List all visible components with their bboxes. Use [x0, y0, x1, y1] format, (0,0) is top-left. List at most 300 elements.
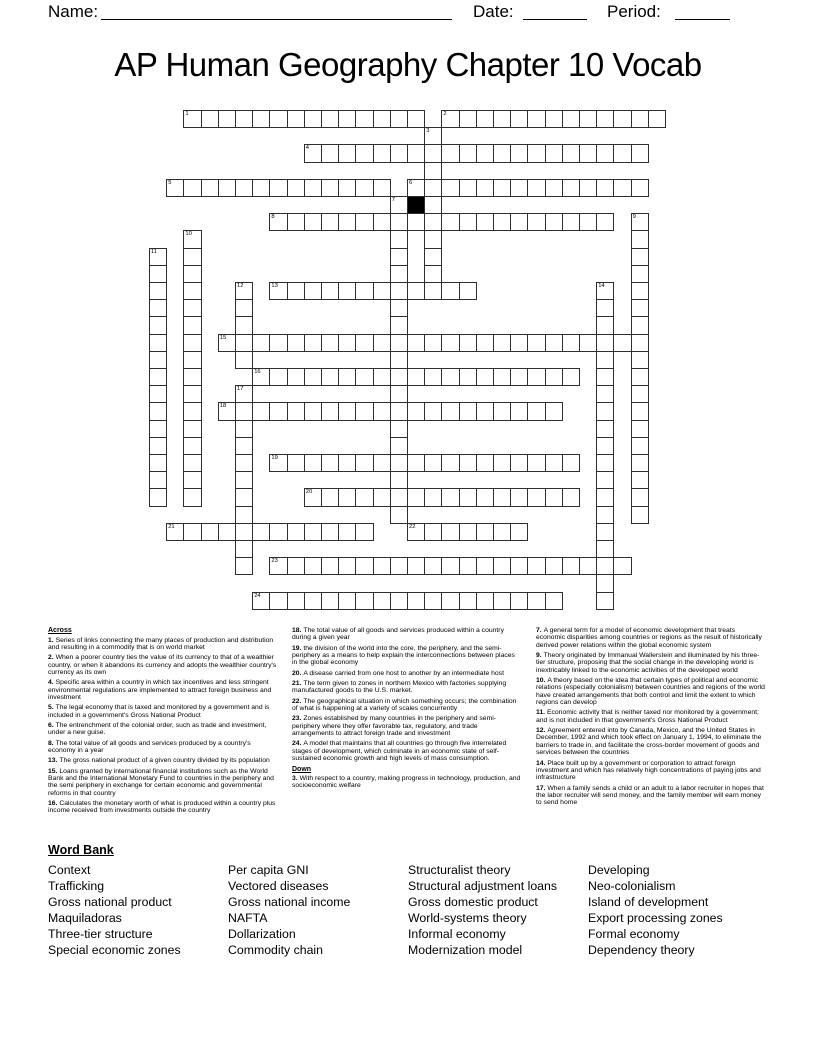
grid-cell [493, 557, 511, 575]
grid-cell [304, 110, 322, 128]
word-bank-term: Structuralist theory [408, 863, 511, 877]
grid-cell [527, 454, 545, 472]
word-bank-term: Dependency theory [588, 943, 695, 958]
word-bank-term: Commodity chain [228, 943, 323, 958]
grid-cell [545, 110, 563, 128]
grid-cell [338, 179, 356, 197]
clue-number: 21 [168, 523, 175, 530]
grid-cell [287, 368, 305, 386]
grid-cell [321, 488, 339, 506]
grid-cell [441, 592, 459, 610]
grid-cell [373, 110, 391, 128]
grid-cell [441, 557, 459, 575]
grid-cell [476, 144, 494, 162]
grid-cell [407, 523, 425, 541]
clue-number: 2 [443, 111, 447, 117]
clue-23: 23. Zones established by many countries in the periphery and semi-periphery where they offer favorable tax, regulatory, and trade arrangements to attract foreign trade and investment [292, 715, 497, 738]
clue-8: 8. The total value of all goods and services produced by a country's economy in a year [48, 739, 251, 754]
grid-cell [338, 144, 356, 162]
grid-cell [355, 334, 373, 352]
grid-cell [235, 282, 253, 300]
grid-cell [441, 488, 459, 506]
grid-cell [390, 110, 408, 128]
grid-cell [252, 592, 270, 610]
clue-15: 15. Loans granted by international financial institutions such as the World Bank and the International Monetary Fund to countries in the periphery and the semi periphery in exchange for certain economic and governmental reforms in that country [48, 767, 274, 797]
grid-cell [424, 213, 442, 231]
grid-cell [355, 488, 373, 506]
grid-cell [321, 282, 339, 300]
grid-cell [390, 248, 408, 266]
grid-cell [321, 402, 339, 420]
grid-cell [269, 179, 287, 197]
grid-cell [613, 144, 631, 162]
grid-cell [338, 368, 356, 386]
clue-19: 19. the division of the world into the core, the periphery, and the semi-periphery as a means to help explain the interconnections between places in the global economy [292, 644, 515, 667]
grid-cell [631, 437, 649, 455]
grid-cell [235, 420, 253, 438]
name-blank-line [101, 4, 452, 20]
grid-cell [510, 523, 528, 541]
grid-cell [459, 144, 477, 162]
grid-cell [390, 316, 408, 334]
grid-cell [493, 334, 511, 352]
grid-cell [390, 420, 408, 438]
clue-number: 10 [185, 231, 192, 238]
grid-cell [562, 368, 580, 386]
grid-cell [545, 402, 563, 420]
grid-cell [562, 454, 580, 472]
clue-6: 6. The entrenchment of the colonial order, such as trade and investment, under a new guise. [48, 721, 267, 737]
grid-cell [304, 488, 322, 506]
word-bank-term: Per capita GNI [228, 863, 309, 877]
grid-cell [441, 402, 459, 420]
word-bank-term: Special economic zones [48, 943, 181, 958]
clue-2: 2. When a poorer country ties the value of its currency to that of a wealthier country, or when it abandons its currency and adopts the wealthier country's currency as its own [48, 654, 277, 676]
clue-number: 4 [305, 145, 310, 152]
grid-cell [424, 402, 442, 420]
grid-cell [459, 557, 477, 575]
grid-cell [390, 299, 408, 317]
grid-cell [218, 334, 236, 352]
grid-cell [149, 454, 167, 472]
grid-cell [149, 265, 167, 283]
grid-cell [149, 248, 167, 266]
grid-cell [355, 368, 373, 386]
grid-cell [149, 351, 167, 369]
word-bank-term: Dollarization [228, 927, 296, 942]
grid-cell [510, 592, 528, 610]
grid-cell [407, 334, 425, 352]
grid-cell [631, 334, 649, 352]
word-bank-column [588, 862, 768, 959]
grid-cell [441, 110, 459, 128]
word-bank-term: Informal economy [408, 927, 506, 942]
grid-cell [631, 213, 649, 231]
grid-cell [545, 368, 563, 386]
grid-cell [441, 454, 459, 472]
grid-cell [407, 213, 425, 231]
clue-column [292, 627, 521, 818]
word-bank-column [408, 862, 588, 959]
grid-cell [596, 471, 614, 489]
grid-cell [596, 506, 614, 524]
grid-cell [510, 454, 528, 472]
grid-cell [218, 523, 236, 541]
grid-cell [631, 385, 649, 403]
grid-cell [596, 282, 614, 300]
grid-cell [596, 213, 614, 231]
grid-cell [183, 351, 201, 369]
grid-cell [390, 230, 408, 248]
grid-cell [424, 557, 442, 575]
clue-1: 1. Series of links connecting the many places of production and distribution and resulting in a commodity that is on world market [48, 636, 274, 651]
grid-cell [287, 557, 305, 575]
grid-cell [441, 213, 459, 231]
grid-cell [407, 110, 425, 128]
across-clues-header: Across [48, 627, 72, 634]
grid-cell [201, 179, 219, 197]
clue-number: 6 [409, 179, 413, 186]
grid-cell [321, 368, 339, 386]
grid-cell [390, 334, 408, 352]
grid-cell [235, 402, 253, 420]
clue-number: 22 [409, 523, 416, 530]
word-bank-term: Gross domestic product [408, 895, 538, 910]
grid-cell [373, 368, 391, 386]
grid-cell [235, 506, 253, 524]
grid-cell [321, 557, 339, 575]
grid-cell [596, 110, 614, 128]
grid-cell [183, 368, 201, 386]
grid-cell [527, 488, 545, 506]
grid-cell [424, 248, 442, 266]
grid-cell [338, 523, 356, 541]
grid-cell [631, 351, 649, 369]
grid-cell [183, 488, 201, 506]
grid-cell [149, 402, 167, 420]
grid-cell [596, 592, 614, 610]
grid-cell [269, 110, 287, 128]
date-blank-line [523, 4, 587, 20]
grid-cell [631, 282, 649, 300]
grid-cell [390, 282, 408, 300]
grid-cell [149, 316, 167, 334]
grid-cell [304, 368, 322, 386]
grid-cell [338, 334, 356, 352]
grid-cell [562, 557, 580, 575]
grid-cell [304, 454, 322, 472]
grid-cell [424, 196, 442, 214]
word-bank-term: Maquiladoras [48, 911, 122, 926]
grid-cell [441, 179, 459, 197]
grid-cell [493, 402, 511, 420]
period-blank-line [675, 4, 730, 20]
grid-cell [596, 144, 614, 162]
grid-cell [390, 265, 408, 283]
grid-cell [390, 213, 408, 231]
grid-cell [166, 523, 184, 541]
grid-cell [201, 110, 219, 128]
grid-cell [304, 334, 322, 352]
grid-cell [287, 334, 305, 352]
clue-number: 9 [632, 214, 636, 221]
grid-cell [596, 351, 614, 369]
grid-cell [424, 592, 442, 610]
grid-cell [321, 592, 339, 610]
grid-cell [287, 592, 305, 610]
grid-cell [252, 368, 270, 386]
clue-7: 7. A general term for a model of economic development that treats economic disparities among countries or regions as the result of historically derived power relations within the global economic system [536, 627, 762, 649]
grid-cell [183, 385, 201, 403]
date-label: Date: [473, 2, 514, 21]
clue-number: 16 [254, 369, 261, 375]
grid-cell [355, 523, 373, 541]
grid-cell [338, 402, 356, 420]
word-bank-term: NAFTA [228, 911, 268, 926]
grid-cell [390, 488, 408, 506]
grid-cell [373, 454, 391, 472]
grid-cell [252, 523, 270, 541]
grid-cell [631, 402, 649, 420]
clue-number: 24 [254, 592, 261, 599]
grid-cell [235, 557, 253, 575]
page-title: AP Human Geography Chapter 10 Vocab [114, 46, 702, 83]
grid-cell [596, 454, 614, 472]
grid-cell [596, 420, 614, 438]
grid-cell [149, 282, 167, 300]
grid-cell [355, 557, 373, 575]
grid-cell [424, 488, 442, 506]
grid-cell [459, 213, 477, 231]
grid-cell [476, 110, 494, 128]
grid-cell [562, 334, 580, 352]
grid-cell [201, 523, 219, 541]
grid-cell [631, 316, 649, 334]
grid-cell [183, 230, 201, 248]
grid-cell [596, 540, 614, 558]
grid-cell [218, 179, 236, 197]
grid-cell [631, 506, 649, 524]
grid-cell [493, 523, 511, 541]
grid-cell [183, 110, 201, 128]
grid-cell [390, 196, 408, 214]
grid-cell [355, 282, 373, 300]
clue-20: 20. A disease carried from one host to another by an intermediate host [292, 669, 504, 677]
clue-column [48, 627, 277, 818]
grid-cell [648, 110, 666, 128]
clue-17: 17. When a family sends a child or an adult to a labor recruiter in hopes that the labor recruiter will send money, and the family member will earn money to send home [536, 784, 764, 807]
clue-number: 14 [598, 283, 605, 289]
grid-cell [235, 351, 253, 369]
grid-cell [545, 454, 563, 472]
grid-cell [527, 334, 545, 352]
grid-cell [424, 144, 442, 162]
grid-cell [527, 110, 545, 128]
grid-cell [596, 179, 614, 197]
grid-cell [183, 420, 201, 438]
grid-cell [407, 454, 425, 472]
grid-cell [459, 402, 477, 420]
grid-cell [407, 557, 425, 575]
grid-cell [183, 316, 201, 334]
grid-cell [613, 334, 631, 352]
grid-cell [631, 248, 649, 266]
grid-cell [407, 368, 425, 386]
clue-number: 1 [185, 111, 189, 117]
grid-cell [373, 179, 391, 197]
grid-cell [510, 213, 528, 231]
grid-cell [149, 334, 167, 352]
word-bank-header: Word Bank [48, 843, 114, 857]
grid-cell [321, 144, 339, 162]
grid-cell [287, 213, 305, 231]
grid-cell [527, 368, 545, 386]
period-label: Period: [607, 2, 661, 21]
clue-number: 3 [426, 128, 430, 135]
grid-cell [510, 402, 528, 420]
grid-cell [235, 316, 253, 334]
grid-cell [596, 402, 614, 420]
clue-number: 5 [168, 179, 172, 186]
grid-cell [269, 523, 287, 541]
grid-cell [545, 334, 563, 352]
grid-cell [321, 213, 339, 231]
grid-cell [459, 179, 477, 197]
grid-cell [321, 110, 339, 128]
grid-cell [390, 454, 408, 472]
grid-cell [631, 420, 649, 438]
grid-cell [218, 110, 236, 128]
grid-cell [476, 488, 494, 506]
grid-cell [631, 110, 649, 128]
crossword-grid [149, 110, 666, 610]
grid-cell [355, 110, 373, 128]
name-label: Name: [48, 2, 99, 21]
grid-cell [390, 402, 408, 420]
grid-cell [269, 282, 287, 300]
clue-12: 12. Agreement entered into by Canada, Mexico, and the United States in December, 1992 and which took effect on January 1, 1994, to eliminate the barriers to trade in, and facilitate the cross-border movement of goods and services between the countries [536, 727, 762, 757]
grid-cell [424, 179, 442, 197]
grid-cell [493, 368, 511, 386]
grid-cell [424, 265, 442, 283]
grid-cell [407, 179, 425, 197]
grid-cell [493, 454, 511, 472]
grid-cell [287, 454, 305, 472]
grid-cell [407, 144, 425, 162]
grid-cell [373, 488, 391, 506]
word-bank-term: Gross national income [228, 895, 351, 910]
grid-cell [407, 488, 425, 506]
grid-cell [459, 334, 477, 352]
grid-cell [476, 213, 494, 231]
grid-cell [596, 316, 614, 334]
grid-cell [149, 437, 167, 455]
grid-cell [373, 592, 391, 610]
word-bank-column [228, 862, 408, 959]
grid-cell [390, 368, 408, 386]
grid-cell [527, 402, 545, 420]
grid-cell [149, 488, 167, 506]
grid-cell [235, 523, 253, 541]
grid-cell [476, 557, 494, 575]
grid-cell [476, 334, 494, 352]
clue-number: 13 [271, 283, 278, 289]
clues-section [48, 627, 765, 818]
clue-9: 9. Theory originated by Immanual Wallerstein and illuminated by his three-tier structure, proposing that the social change in the developing world is inextricably linked to the economic activities of the developed world [536, 652, 760, 674]
grid-cell [441, 368, 459, 386]
grid-cell [459, 282, 477, 300]
grid-cell [390, 557, 408, 575]
clue-number: 11 [151, 248, 158, 255]
grid-cell [218, 402, 236, 420]
grid-cell [373, 213, 391, 231]
grid-cell [579, 213, 597, 231]
grid-cell [269, 334, 287, 352]
grid-cell [235, 110, 253, 128]
grid-cell [269, 402, 287, 420]
grid-cell [390, 471, 408, 489]
word-bank-term: Vectored diseases [228, 879, 329, 894]
grid-cell [373, 334, 391, 352]
clue-10: 10. A theory based on the idea that certain types of political and economic relations (especially colonialism) between countries and regions of the world have created arrangements that both control and limit the extent to which regions can develop [536, 677, 765, 707]
grid-cell [441, 334, 459, 352]
grid-cell [613, 179, 631, 197]
grid-cell [459, 592, 477, 610]
word-bank-term: Trafficking [48, 879, 105, 894]
grid-cell [304, 179, 322, 197]
grid-cell [476, 523, 494, 541]
grid-cell [424, 127, 442, 145]
word-bank-term: Context [48, 863, 91, 877]
grid-cell [373, 144, 391, 162]
grid-cell [183, 248, 201, 266]
grid-cell [287, 402, 305, 420]
grid-cell [373, 557, 391, 575]
grid-cell [631, 368, 649, 386]
grid-cell [493, 592, 511, 610]
down-clues-header: Down [292, 765, 312, 773]
word-bank-columns [48, 862, 788, 959]
clue-number: 8 [271, 214, 275, 221]
grid-cell [613, 110, 631, 128]
grid-cell [562, 110, 580, 128]
grid-cell [476, 454, 494, 472]
grid-cell [304, 213, 322, 231]
grid-cell [596, 385, 614, 403]
grid-cell [390, 592, 408, 610]
grid-cell [304, 592, 322, 610]
grid-cell [235, 488, 253, 506]
grid-cell [149, 420, 167, 438]
grid-cell [252, 402, 270, 420]
grid-cell [235, 334, 253, 352]
grid-cell [596, 574, 614, 592]
clue-number: 19 [271, 455, 278, 461]
grid-cell [631, 179, 649, 197]
grid-cell [459, 110, 477, 128]
clue-number: 20 [305, 489, 313, 496]
grid-cell [545, 213, 563, 231]
grid-cell [579, 557, 597, 575]
grid-cell [390, 385, 408, 403]
grid-cell [407, 592, 425, 610]
black-cell [407, 196, 425, 214]
grid-cell [149, 368, 167, 386]
grid-cell [235, 437, 253, 455]
grid-cell [149, 299, 167, 317]
grid-cell [252, 179, 270, 197]
grid-cell [235, 385, 253, 403]
